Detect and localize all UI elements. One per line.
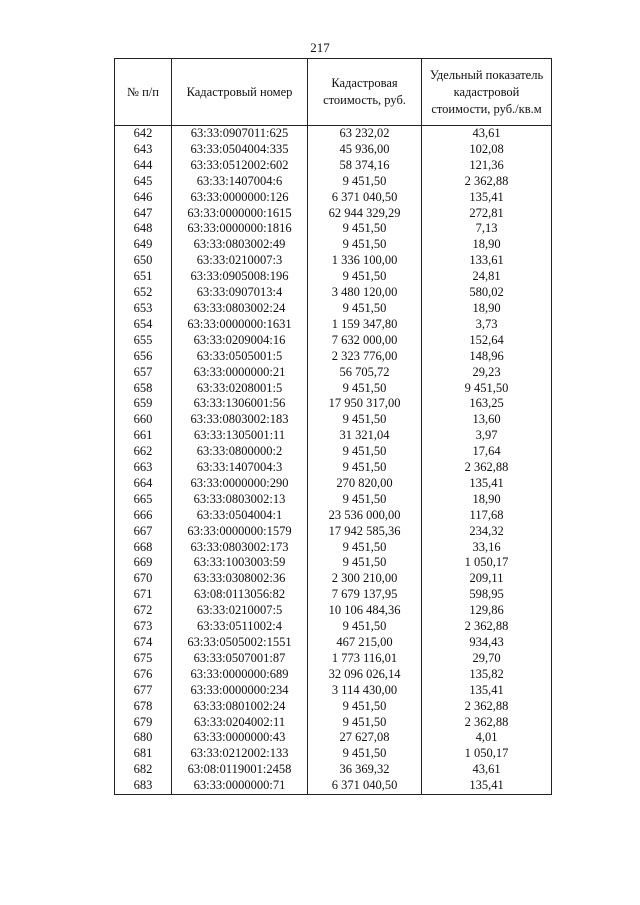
- table-row: [115, 667, 552, 683]
- table-row: [115, 524, 552, 540]
- specific-index: 934,43: [422, 635, 552, 651]
- cadastral-value: 1 336 100,00: [308, 253, 422, 269]
- table-header: [115, 59, 552, 126]
- cadastral-number: 63:33:0512002:602: [172, 158, 308, 174]
- cadastral-value: 9 451,50: [308, 444, 422, 460]
- row-number: 653: [115, 301, 172, 317]
- specific-index: 24,81: [422, 269, 552, 285]
- cadastral-value: 32 096 026,14: [308, 667, 422, 683]
- row-number: 660: [115, 412, 172, 428]
- specific-index: 234,32: [422, 524, 552, 540]
- cadastral-number: 63:33:0800000:2: [172, 444, 308, 460]
- cadastral-value: 63 232,02: [308, 126, 422, 142]
- table-row: [115, 317, 552, 333]
- row-number: 652: [115, 285, 172, 301]
- cadastral-number: 63:33:1407004:6: [172, 174, 308, 190]
- cadastral-value: 467 215,00: [308, 635, 422, 651]
- table-row: [115, 683, 552, 699]
- cadastral-number: 63:33:0907011:625: [172, 126, 308, 142]
- specific-index: 580,02: [422, 285, 552, 301]
- row-number: 662: [115, 444, 172, 460]
- cadastral-value: 9 451,50: [308, 555, 422, 571]
- header-specific-index: Удельный показатель кадастровой стоимости, руб./кв.м: [422, 59, 552, 126]
- row-number: 675: [115, 651, 172, 667]
- cadastral-value: 6 371 040,50: [308, 190, 422, 206]
- cadastral-table: [114, 58, 552, 795]
- table-row: [115, 508, 552, 524]
- cadastral-number: 63:33:0209004:16: [172, 333, 308, 349]
- row-number: 669: [115, 555, 172, 571]
- cadastral-value: 2 300 210,00: [308, 571, 422, 587]
- cadastral-number: 63:33:0000000:234: [172, 683, 308, 699]
- specific-index: 3,97: [422, 428, 552, 444]
- specific-index: 13,60: [422, 412, 552, 428]
- cadastral-value: 1 773 116,01: [308, 651, 422, 667]
- cadastral-number: 63:33:0511002:4: [172, 619, 308, 635]
- row-number: 649: [115, 237, 172, 253]
- cadastral-number: 63:33:0000000:1615: [172, 206, 308, 222]
- cadastral-value: 23 536 000,00: [308, 508, 422, 524]
- row-number: 672: [115, 603, 172, 619]
- row-number: 665: [115, 492, 172, 508]
- row-number: 671: [115, 587, 172, 603]
- specific-index: 152,64: [422, 333, 552, 349]
- row-number: 654: [115, 317, 172, 333]
- specific-index: 2 362,88: [422, 174, 552, 190]
- specific-index: 135,41: [422, 190, 552, 206]
- cadastral-number: 63:33:0507001:87: [172, 651, 308, 667]
- table-row: [115, 396, 552, 412]
- table-row: [115, 349, 552, 365]
- row-number: 663: [115, 460, 172, 476]
- specific-index: 18,90: [422, 492, 552, 508]
- cadastral-number: 63:33:0212002:133: [172, 746, 308, 762]
- cadastral-number: 63:33:0000000:71: [172, 778, 308, 794]
- cadastral-value: 1 159 347,80: [308, 317, 422, 333]
- table-row: [115, 492, 552, 508]
- table-row: [115, 253, 552, 269]
- row-number: 661: [115, 428, 172, 444]
- table-row: [115, 555, 552, 571]
- cadastral-number: 63:33:0000000:43: [172, 730, 308, 746]
- table-row: [115, 142, 552, 158]
- row-number: 664: [115, 476, 172, 492]
- cadastral-number: 63:33:0000000:689: [172, 667, 308, 683]
- row-number: 667: [115, 524, 172, 540]
- cadastral-value: 9 451,50: [308, 412, 422, 428]
- row-number: 676: [115, 667, 172, 683]
- specific-index: 2 362,88: [422, 460, 552, 476]
- specific-index: 209,11: [422, 571, 552, 587]
- cadastral-number: 63:33:0905008:196: [172, 269, 308, 285]
- table-row: [115, 635, 552, 651]
- specific-index: 4,01: [422, 730, 552, 746]
- table-row: [115, 269, 552, 285]
- specific-index: 135,82: [422, 667, 552, 683]
- row-number: 658: [115, 381, 172, 397]
- cadastral-number: 63:33:0000000:1579: [172, 524, 308, 540]
- row-number: 655: [115, 333, 172, 349]
- cadastral-value: 10 106 484,36: [308, 603, 422, 619]
- cadastral-value: 9 451,50: [308, 269, 422, 285]
- cadastral-number: 63:33:0505002:1551: [172, 635, 308, 651]
- cadastral-number: 63:33:0801002:24: [172, 699, 308, 715]
- specific-index: 272,81: [422, 206, 552, 222]
- cadastral-value: 9 451,50: [308, 715, 422, 731]
- table-body: [115, 126, 552, 795]
- specific-index: 43,61: [422, 126, 552, 142]
- table-row: [115, 460, 552, 476]
- row-number: 668: [115, 540, 172, 556]
- cadastral-number: 63:33:0907013:4: [172, 285, 308, 301]
- row-number: 674: [115, 635, 172, 651]
- specific-index: 148,96: [422, 349, 552, 365]
- cadastral-number: 63:33:1306001:56: [172, 396, 308, 412]
- row-number: 682: [115, 762, 172, 778]
- row-number: 681: [115, 746, 172, 762]
- row-number: 666: [115, 508, 172, 524]
- table-row: [115, 603, 552, 619]
- cadastral-value: 27 627,08: [308, 730, 422, 746]
- cadastral-value: 9 451,50: [308, 221, 422, 237]
- specific-index: 2 362,88: [422, 715, 552, 731]
- cadastral-value: 9 451,50: [308, 492, 422, 508]
- specific-index: 102,08: [422, 142, 552, 158]
- cadastral-value: 9 451,50: [308, 174, 422, 190]
- table-row: [115, 651, 552, 667]
- header-cadastral-value: Кадастровая стоимость, руб.: [308, 59, 422, 126]
- cadastral-value: 9 451,50: [308, 237, 422, 253]
- cadastral-number: 63:33:0000000:126: [172, 190, 308, 206]
- cadastral-number: 63:33:0504004:1: [172, 508, 308, 524]
- cadastral-value: 9 451,50: [308, 746, 422, 762]
- cadastral-number: 63:33:0210007:5: [172, 603, 308, 619]
- cadastral-value: 9 451,50: [308, 460, 422, 476]
- cadastral-number: 63:33:1003003:59: [172, 555, 308, 571]
- row-number: 646: [115, 190, 172, 206]
- table-row: [115, 301, 552, 317]
- table-row: [115, 715, 552, 731]
- table-row: [115, 476, 552, 492]
- cadastral-value: 270 820,00: [308, 476, 422, 492]
- specific-index: 2 362,88: [422, 699, 552, 715]
- cadastral-number: 63:33:0204002:11: [172, 715, 308, 731]
- row-number: 645: [115, 174, 172, 190]
- cadastral-number: 63:33:0210007:3: [172, 253, 308, 269]
- table-row: [115, 778, 552, 794]
- table-row: [115, 444, 552, 460]
- table-row: [115, 762, 552, 778]
- cadastral-number: 63:33:0208001:5: [172, 381, 308, 397]
- row-number: 647: [115, 206, 172, 222]
- specific-index: 117,68: [422, 508, 552, 524]
- row-number: 643: [115, 142, 172, 158]
- page-number: 217: [310, 40, 330, 55]
- specific-index: 598,95: [422, 587, 552, 603]
- table-row: [115, 174, 552, 190]
- table-row: [115, 206, 552, 222]
- row-number: 642: [115, 126, 172, 142]
- cadastral-value: 62 944 329,29: [308, 206, 422, 222]
- cadastral-number: 63:33:0803002:13: [172, 492, 308, 508]
- row-number: 656: [115, 349, 172, 365]
- cadastral-number: 63:08:0119001:2458: [172, 762, 308, 778]
- specific-index: 29,70: [422, 651, 552, 667]
- row-number: 644: [115, 158, 172, 174]
- cadastral-value: 9 451,50: [308, 699, 422, 715]
- specific-index: 129,86: [422, 603, 552, 619]
- cadastral-value: 7 632 000,00: [308, 333, 422, 349]
- cadastral-number: 63:33:0803002:24: [172, 301, 308, 317]
- cadastral-value: 45 936,00: [308, 142, 422, 158]
- specific-index: 9 451,50: [422, 381, 552, 397]
- specific-index: 18,90: [422, 301, 552, 317]
- table-row: [115, 587, 552, 603]
- cadastral-number: 63:33:0000000:1631: [172, 317, 308, 333]
- table-row: [115, 619, 552, 635]
- row-number: 683: [115, 778, 172, 794]
- row-number: 678: [115, 699, 172, 715]
- row-number: 679: [115, 715, 172, 731]
- cadastral-number: 63:33:1305001:11: [172, 428, 308, 444]
- cadastral-value: 58 374,16: [308, 158, 422, 174]
- table-row: [115, 746, 552, 762]
- row-number: 657: [115, 365, 172, 381]
- specific-index: 135,41: [422, 476, 552, 492]
- cadastral-value: 7 679 137,95: [308, 587, 422, 603]
- cadastral-number: 63:33:0803002:173: [172, 540, 308, 556]
- header-row: [115, 59, 552, 126]
- cadastral-number: 63:33:1407004:3: [172, 460, 308, 476]
- header-num: № п/п: [115, 59, 172, 126]
- specific-index: 17,64: [422, 444, 552, 460]
- specific-index: 121,36: [422, 158, 552, 174]
- cadastral-number: 63:33:0504004:335: [172, 142, 308, 158]
- table-row: [115, 730, 552, 746]
- table-row: [115, 428, 552, 444]
- specific-index: 2 362,88: [422, 619, 552, 635]
- row-number: 659: [115, 396, 172, 412]
- cadastral-number: 63:33:0803002:49: [172, 237, 308, 253]
- cadastral-number: 63:33:0000000:1816: [172, 221, 308, 237]
- cadastral-value: 6 371 040,50: [308, 778, 422, 794]
- row-number: 680: [115, 730, 172, 746]
- cadastral-number: 63:33:0308002:36: [172, 571, 308, 587]
- cadastral-value: 3 114 430,00: [308, 683, 422, 699]
- cadastral-value: 9 451,50: [308, 301, 422, 317]
- row-number: 648: [115, 221, 172, 237]
- specific-index: 163,25: [422, 396, 552, 412]
- cadastral-number: 63:33:0505001:5: [172, 349, 308, 365]
- cadastral-value: 56 705,72: [308, 365, 422, 381]
- table-row: [115, 381, 552, 397]
- table-row: [115, 333, 552, 349]
- specific-index: 133,61: [422, 253, 552, 269]
- specific-index: 1 050,17: [422, 555, 552, 571]
- cadastral-value: 36 369,32: [308, 762, 422, 778]
- table-row: [115, 412, 552, 428]
- specific-index: 18,90: [422, 237, 552, 253]
- table-row: [115, 237, 552, 253]
- cadastral-value: 3 480 120,00: [308, 285, 422, 301]
- cadastral-value: 17 942 585,36: [308, 524, 422, 540]
- row-number: 677: [115, 683, 172, 699]
- cadastral-value: 2 323 776,00: [308, 349, 422, 365]
- cadastral-value: 31 321,04: [308, 428, 422, 444]
- table-row: [115, 699, 552, 715]
- table-row: [115, 540, 552, 556]
- table-row: [115, 221, 552, 237]
- specific-index: 7,13: [422, 221, 552, 237]
- specific-index: 135,41: [422, 683, 552, 699]
- cadastral-number: 63:33:0000000:290: [172, 476, 308, 492]
- cadastral-value: 17 950 317,00: [308, 396, 422, 412]
- specific-index: 29,23: [422, 365, 552, 381]
- table-row: [115, 158, 552, 174]
- header-cadastral-number: Кадастровый номер: [172, 59, 308, 126]
- row-number: 651: [115, 269, 172, 285]
- table-row: [115, 126, 552, 142]
- cadastral-number: 63:33:0000000:21: [172, 365, 308, 381]
- cadastral-value: 9 451,50: [308, 381, 422, 397]
- row-number: 673: [115, 619, 172, 635]
- table-row: [115, 285, 552, 301]
- cadastral-value: 9 451,50: [308, 540, 422, 556]
- table-row: [115, 571, 552, 587]
- row-number: 650: [115, 253, 172, 269]
- cadastral-value: 9 451,50: [308, 619, 422, 635]
- specific-index: 43,61: [422, 762, 552, 778]
- cadastral-number: 63:08:0113056:82: [172, 587, 308, 603]
- specific-index: 135,41: [422, 778, 552, 794]
- cadastral-number: 63:33:0803002:183: [172, 412, 308, 428]
- specific-index: 3,73: [422, 317, 552, 333]
- table-row: [115, 365, 552, 381]
- table-row: [115, 190, 552, 206]
- row-number: 670: [115, 571, 172, 587]
- specific-index: 1 050,17: [422, 746, 552, 762]
- specific-index: 33,16: [422, 540, 552, 556]
